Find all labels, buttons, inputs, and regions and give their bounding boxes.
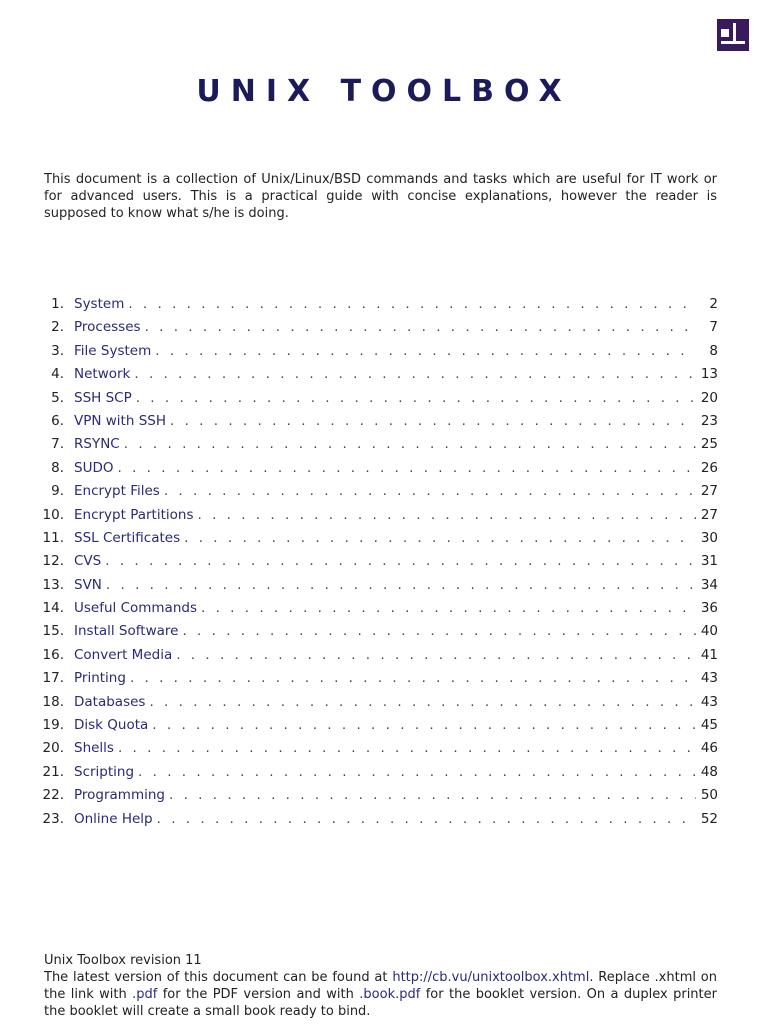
pdf-link[interactable]: .pdf bbox=[132, 987, 158, 1002]
toc-number: 21. bbox=[42, 763, 64, 780]
toc-link[interactable]: SSL Certificates bbox=[74, 529, 181, 546]
toc-number: 2. bbox=[51, 319, 64, 336]
toc-number: 6. bbox=[51, 412, 64, 429]
toc-link[interactable]: Network bbox=[74, 366, 131, 383]
toc-number: 11. bbox=[42, 529, 64, 546]
toc-page-number: 41 bbox=[700, 646, 718, 663]
toc-entry bbox=[36, 527, 718, 550]
cb-logo-icon bbox=[717, 19, 749, 51]
intro-paragraph: This document is a collection of Unix/Linux/BSD commands and tasks which are useful for IT work or for advanced users. This is a practical guide with concise explanations, however the reader is supposed to know what s/he is doing. bbox=[44, 172, 717, 221]
toc-number: 18. bbox=[42, 693, 64, 710]
dot-leader bbox=[106, 574, 696, 597]
toc-link[interactable]: Disk Quota bbox=[74, 717, 149, 734]
dot-leader bbox=[145, 316, 696, 339]
dot-leader bbox=[157, 808, 696, 831]
toc-link[interactable]: Online Help bbox=[74, 810, 153, 827]
footer bbox=[44, 952, 717, 1020]
toc-page-number: 31 bbox=[700, 553, 718, 570]
booklet-link[interactable]: .book.pdf bbox=[359, 987, 421, 1002]
toc-link[interactable]: VPN with SSH bbox=[74, 412, 166, 429]
toc-number: 14. bbox=[42, 600, 64, 617]
toc-number: 16. bbox=[42, 646, 64, 663]
toc-link[interactable]: Convert Media bbox=[74, 646, 173, 663]
dot-leader bbox=[130, 667, 696, 690]
toc-link[interactable]: Databases bbox=[74, 693, 146, 710]
toc-entry bbox=[36, 714, 718, 737]
dot-leader bbox=[152, 714, 696, 737]
footer-text: for the PDF version and with bbox=[157, 987, 360, 1002]
toc-page-number: 20 bbox=[700, 389, 718, 406]
toc-entry bbox=[36, 784, 718, 807]
toc-page-number: 8 bbox=[709, 342, 718, 359]
toc-number: 23. bbox=[42, 810, 64, 827]
toc-page-number: 23 bbox=[700, 412, 718, 429]
toc-link[interactable]: Useful Commands bbox=[74, 600, 197, 617]
dot-leader bbox=[170, 410, 696, 433]
toc-page-number: 26 bbox=[700, 459, 718, 476]
toc-link[interactable]: SUDO bbox=[74, 459, 114, 476]
toc-page-number: 2 bbox=[709, 296, 718, 312]
dot-leader bbox=[128, 293, 696, 316]
dot-leader bbox=[124, 433, 696, 456]
toc-link[interactable]: Scripting bbox=[74, 763, 135, 780]
dot-leader bbox=[182, 620, 696, 643]
toc-number: 8. bbox=[51, 459, 64, 476]
toc-link[interactable]: Programming bbox=[74, 787, 165, 804]
toc-entry bbox=[36, 433, 718, 456]
toc-page-number: 46 bbox=[700, 740, 718, 757]
toc-number: 12. bbox=[42, 553, 64, 570]
dot-leader bbox=[169, 784, 696, 807]
toc-page-number: 25 bbox=[700, 436, 718, 453]
toc-entry bbox=[36, 363, 718, 386]
toc-entry bbox=[36, 480, 718, 503]
toc-entry bbox=[36, 737, 718, 760]
toc-number: 19. bbox=[42, 717, 64, 734]
toc-entry bbox=[36, 340, 718, 363]
toc-number: 5. bbox=[51, 389, 64, 406]
footer-text: The latest version of this document can be found at bbox=[44, 970, 393, 985]
toc-link[interactable]: RSYNC bbox=[74, 436, 120, 453]
dot-leader bbox=[136, 387, 696, 410]
toc-page-number: 43 bbox=[700, 670, 718, 687]
toc-page-number: 13 bbox=[700, 366, 718, 383]
toc-page-number: 52 bbox=[700, 810, 718, 827]
toc-number: 17. bbox=[42, 670, 64, 687]
toc-page-number: 30 bbox=[700, 529, 718, 546]
toc-page-number: 34 bbox=[700, 576, 718, 593]
toc-page-number: 7 bbox=[709, 319, 718, 336]
toc-entry bbox=[36, 574, 718, 597]
toc-link[interactable]: File System bbox=[74, 342, 152, 359]
toc-link[interactable]: Printing bbox=[74, 670, 126, 687]
toc-link[interactable]: Shells bbox=[74, 740, 114, 757]
toc-number: 3. bbox=[51, 342, 64, 359]
toc-link[interactable]: Encrypt Files bbox=[74, 483, 160, 500]
toc-page-number: 43 bbox=[700, 693, 718, 710]
dot-leader bbox=[149, 691, 696, 714]
toc-link[interactable]: Install Software bbox=[74, 623, 179, 640]
footer-text: for the booklet version. On a duplex printer the booklet will create a small book ready to bind. bbox=[44, 987, 717, 1019]
toc-link[interactable]: System bbox=[74, 296, 125, 312]
dot-leader bbox=[164, 480, 696, 503]
dot-leader bbox=[155, 340, 696, 363]
toc-number: 13. bbox=[42, 576, 64, 593]
toc-link[interactable]: CVS bbox=[74, 553, 102, 570]
toc-entry bbox=[36, 504, 718, 527]
toc-link[interactable]: Encrypt Partitions bbox=[74, 506, 194, 523]
toc-page-number: 27 bbox=[700, 506, 718, 523]
toc-entry bbox=[36, 691, 718, 714]
dot-leader bbox=[184, 527, 696, 550]
toc-number: 10. bbox=[42, 506, 64, 523]
toc-number: 22. bbox=[42, 787, 64, 804]
toc-page-number: 45 bbox=[700, 717, 718, 734]
toc-number: 20. bbox=[42, 740, 64, 757]
toc-entry bbox=[36, 597, 718, 620]
latest-version-link[interactable]: http://cb.vu/unixtoolbox.xhtml bbox=[392, 970, 590, 985]
toc-number: 9. bbox=[51, 483, 64, 500]
toc-link[interactable]: SVN bbox=[74, 576, 102, 593]
footer-text: . Replace .xhtml on the link with bbox=[44, 970, 717, 1002]
toc-page-number: 27 bbox=[700, 483, 718, 500]
toc-entry bbox=[36, 761, 718, 784]
dot-leader bbox=[201, 597, 696, 620]
toc-number: 15. bbox=[42, 623, 64, 640]
toc-entry bbox=[36, 808, 718, 831]
toc-page-number: 50 bbox=[700, 787, 718, 804]
dot-leader bbox=[198, 504, 697, 527]
dot-leader bbox=[138, 761, 696, 784]
toc-number: 1. bbox=[51, 296, 64, 312]
toc-entry bbox=[36, 667, 718, 690]
toc-entry bbox=[36, 457, 718, 480]
table-of-contents bbox=[36, 293, 718, 831]
toc-entry bbox=[36, 620, 718, 643]
toc-entry bbox=[36, 644, 718, 667]
toc-link[interactable]: SSH SCP bbox=[74, 389, 132, 406]
dot-leader bbox=[176, 644, 696, 667]
latest-version-note bbox=[44, 969, 717, 1020]
toc-entry bbox=[36, 387, 718, 410]
dot-leader bbox=[134, 363, 696, 386]
toc-page-number: 40 bbox=[700, 623, 718, 640]
toc-page-number: 36 bbox=[700, 600, 718, 617]
toc-entry bbox=[36, 410, 718, 433]
dot-leader bbox=[118, 737, 696, 760]
toc-entry bbox=[36, 293, 718, 316]
document-title: UNIX TOOLBOX bbox=[196, 74, 572, 109]
dot-leader bbox=[117, 457, 696, 480]
toc-number: 7. bbox=[51, 436, 64, 453]
toc-entry bbox=[36, 316, 718, 339]
toc-page-number: 48 bbox=[700, 763, 718, 780]
toc-entry bbox=[36, 550, 718, 573]
dot-leader bbox=[105, 550, 696, 573]
toc-number: 4. bbox=[51, 366, 64, 383]
revision-line: Unix Toolbox revision 11 bbox=[44, 953, 202, 968]
toc-link[interactable]: Processes bbox=[74, 319, 141, 336]
